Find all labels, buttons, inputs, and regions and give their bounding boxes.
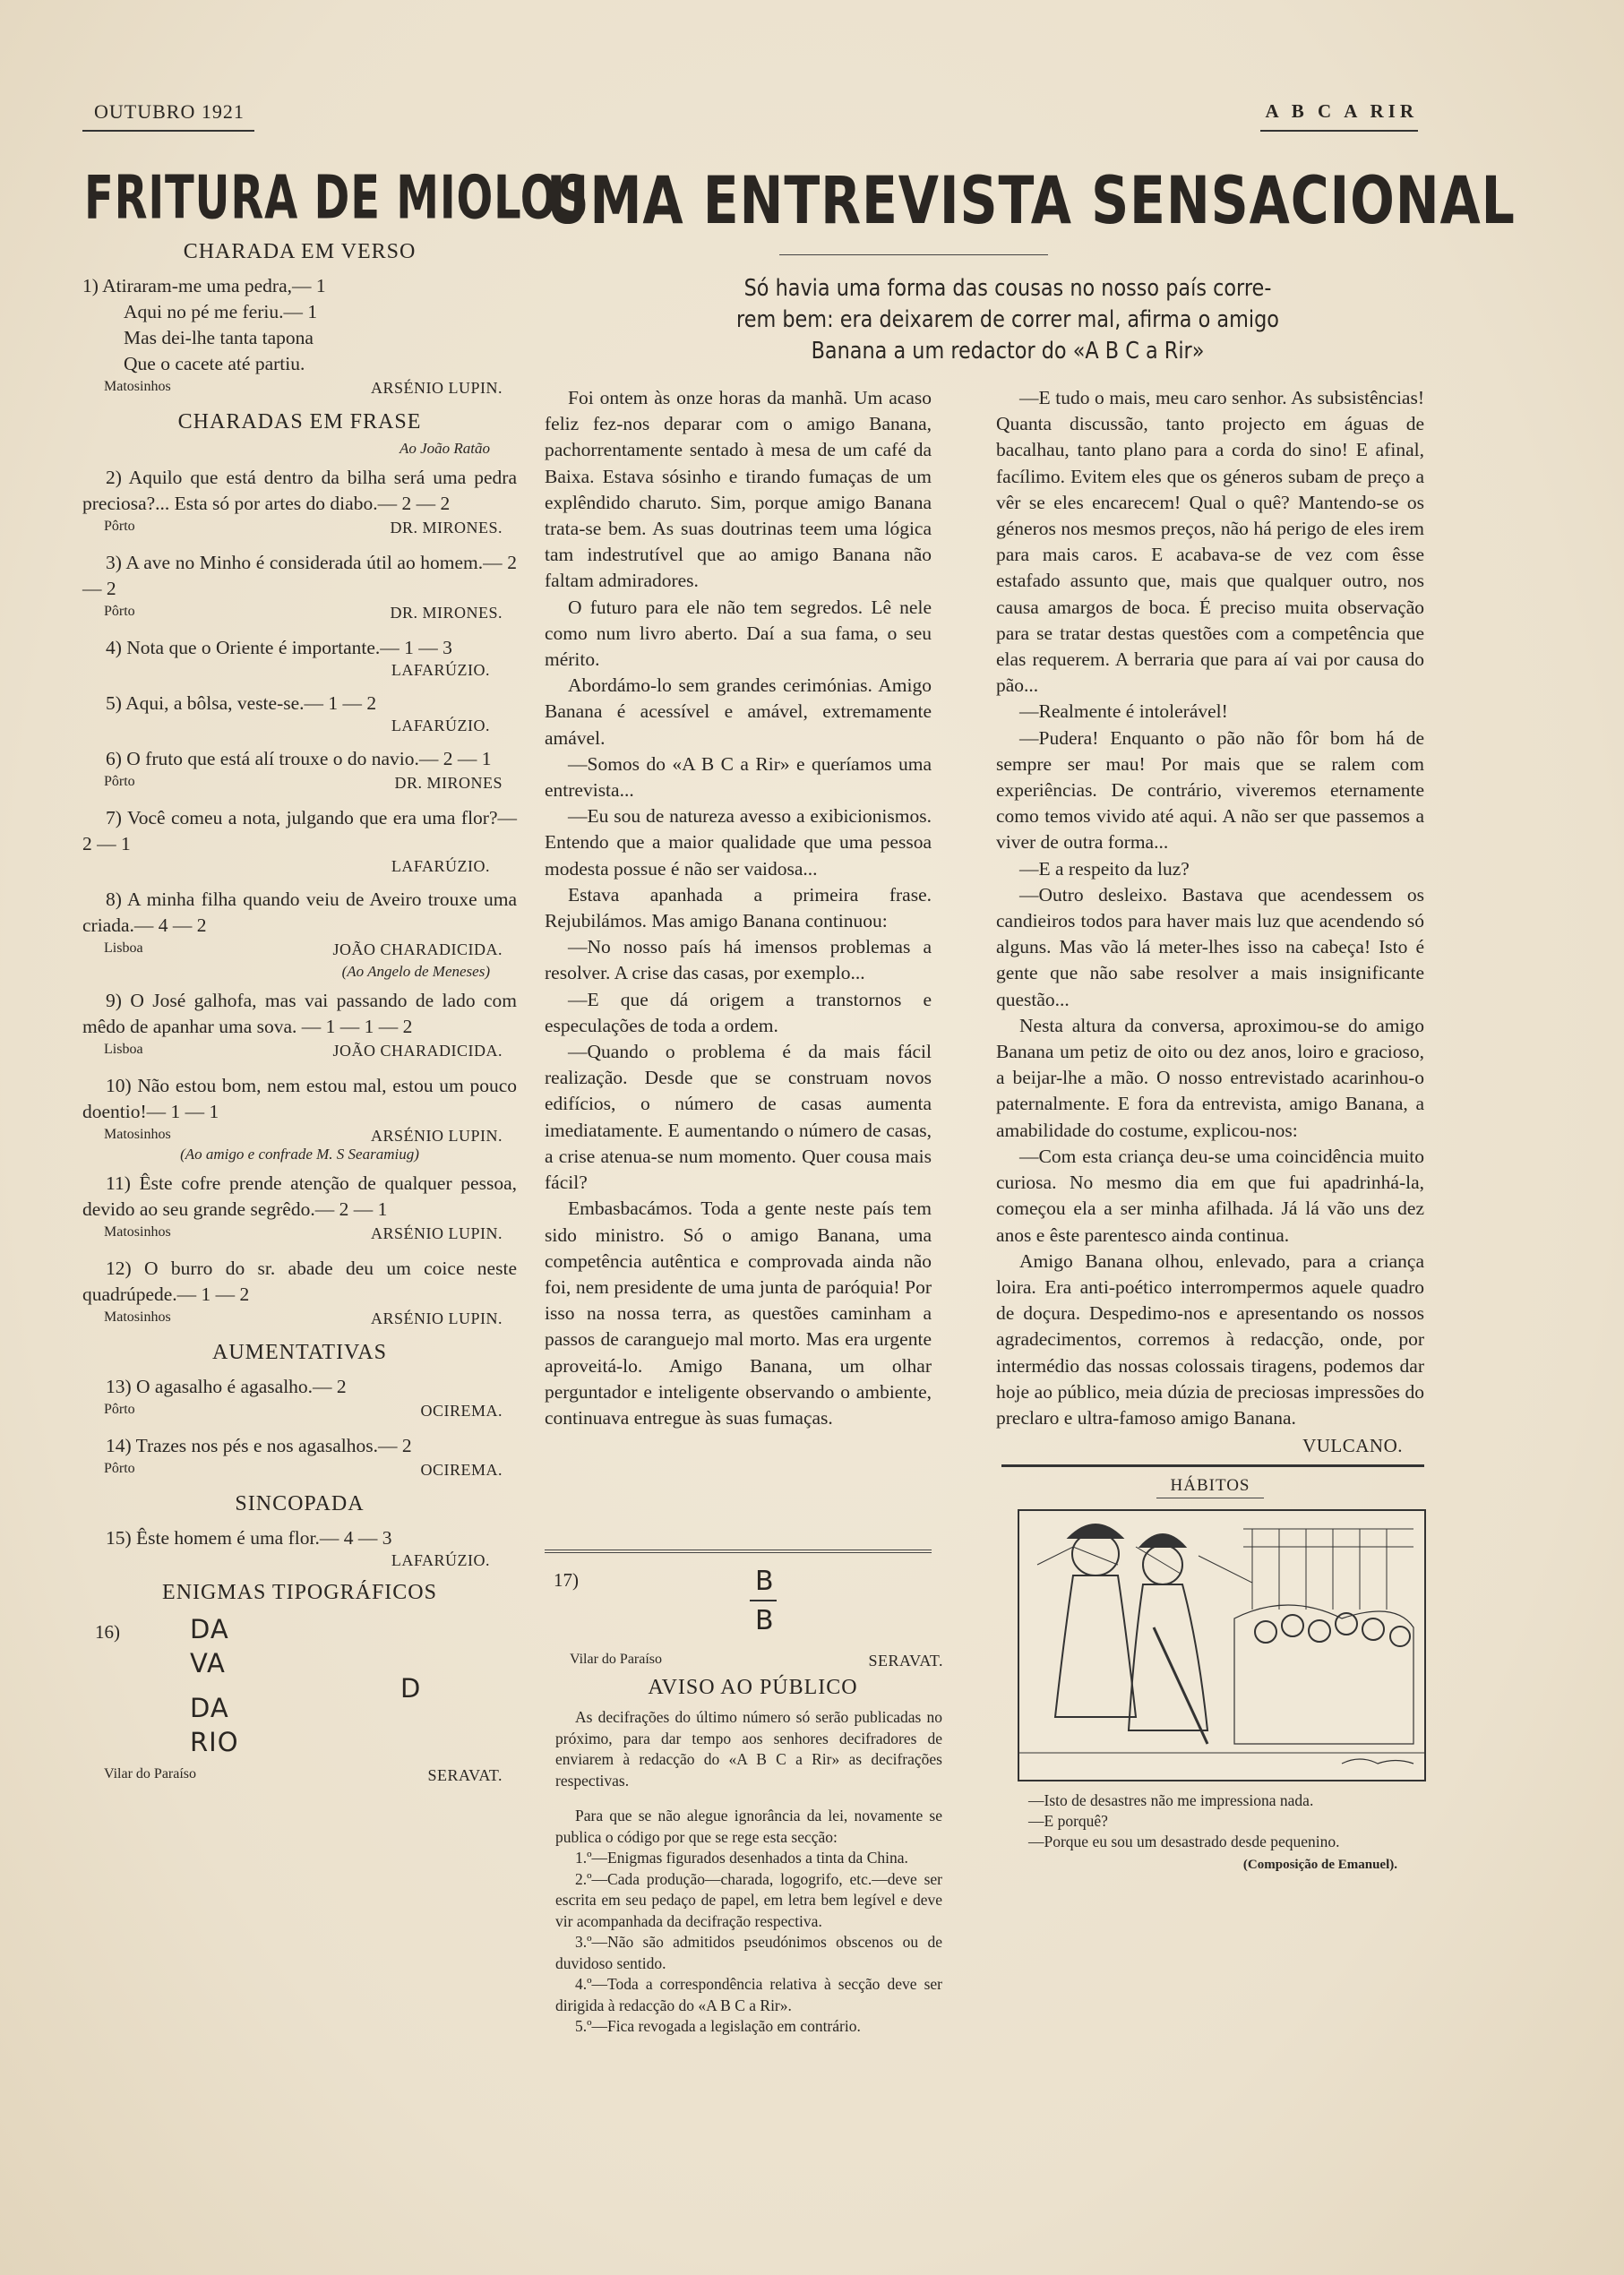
author-name: JOÃO CHARADICIDA. — [332, 1042, 503, 1060]
puzzle-item: 8) A minha filha quando veiu de Aveiro trouxe uma criada.— 4 — 2 — [82, 889, 517, 936]
subtitle-line: Banana a um redactor do «A B C a Rir» — [811, 338, 1205, 365]
cartoon-title: HÁBITOS — [1170, 1476, 1250, 1496]
section-rule — [1001, 1464, 1424, 1467]
caption-line: —Porque eu sou um desastrado desde pequenino. — [1028, 1833, 1340, 1851]
puzzle-signature — [104, 774, 511, 793]
author-name: DR. MIRONES. — [390, 604, 503, 622]
article-paragraph: Abordámo-lo sem grandes cerimónias. Amigo Banana é acessível e amável, extremamente amável. — [545, 674, 932, 749]
puzzle-item: 6) O fruto que está alí trouxe o do navio.— 2 — 1 — [106, 748, 492, 769]
author-city: Matosinhos — [104, 1127, 171, 1142]
article-column-1 — [545, 385, 932, 1431]
article-paragraph: —Com esta criança deu-se uma coincidência muito curiosa. No mesmo dia em que fui apadrinhá-la, começou ela a ser minha afilhada. Já lá vão uns dez anos e êste parentesco ainda continua. — [996, 1145, 1424, 1246]
article-paragraph: —E que dá origem a transtornos e especulações de toda a ordem. — [545, 988, 932, 1036]
header-rule-left — [82, 130, 254, 132]
cartoon-credit: (Composição de Emanuel). — [1242, 1858, 1397, 1873]
puzzle-signature — [104, 1766, 511, 1785]
author-city: Pôrto — [104, 1402, 135, 1417]
article-paragraph: Embasbacámos. Toda a gente neste país tem sido ministro. Só o amigo Banana, uma competência autêntica e comprovada ainda não foi, nem presidente de uma junta de paróquia! Por isso na nossa terra, as questões caminham a passos de caranguejo mal morto. Mas era urgente aproveitá-lo. Amigo Banana, um olhar perguntador e inteligente observando o ambiente, continuava entregue às suas fumaças. — [545, 1198, 932, 1429]
article-title: UMA ENTREVISTA SENSACIONAL — [546, 163, 1516, 240]
author-name: ARSÉNIO LUPIN. — [370, 1224, 503, 1242]
author-city: Lisboa — [104, 1042, 143, 1057]
author-city: Matosinhos — [104, 1224, 171, 1240]
notice-paragraph: 1.º—Enigmas figurados desenhados a tinta da China. — [575, 1849, 908, 1867]
author-name: DR. MIRONES — [394, 774, 503, 792]
enigma-number: 16) — [95, 1621, 120, 1643]
publication-name: A B C A RIR — [1265, 100, 1418, 122]
author-name: LAFARÚZIO. — [391, 1551, 490, 1569]
puzzle-item — [82, 273, 517, 377]
article-paragraph: —Eu sou de natureza avesso a exibicionismos. Entendo que a maior qualidade que uma pessoa modesta possue é não ser vaidosa... — [545, 805, 932, 880]
puzzle-item: 9) O José galhofa, mas vai passando de lado com mêdo de apanhar uma sova. — 1 — 1 — 2 — [82, 990, 517, 1037]
section-heading: CHARADAS EM FRASE — [177, 410, 422, 434]
puzzle-signature — [104, 519, 511, 537]
caption-line: —Isto de desastres não me impressiona nada. — [1028, 1791, 1314, 1810]
section-heading: CHARADA EM VERSO — [183, 240, 417, 263]
author-city: Matosinhos — [104, 379, 171, 394]
puzzles-column — [82, 163, 517, 1798]
notice-paragraph: Para que se não alegue ignorância da lei, novamente se publica o código por que se rege esta secção: — [555, 1807, 942, 1846]
fraction-line — [750, 1600, 777, 1601]
author-name: DR. MIRONES. — [390, 519, 503, 537]
author-name: LAFARÚZIO. — [391, 857, 490, 875]
article-paragraph: —No nosso país há imensos problemas a resolver. A crise das casas, por exemplo... — [545, 936, 932, 984]
title-rule — [779, 254, 1048, 255]
issue-date: OUTUBRO 1921 — [94, 100, 245, 123]
puzzle-signature — [104, 379, 511, 398]
dedication: (Ao Angelo de Meneses) — [341, 963, 490, 980]
puzzle-signature — [104, 940, 511, 959]
author-name: OCIREMA. — [420, 1461, 503, 1479]
puzzle-signature — [104, 1224, 511, 1243]
enigma-number: 17) — [554, 1569, 579, 1591]
author-city: Pôrto — [104, 1461, 135, 1476]
puzzle-item: 11) Êste cofre prende atenção de qualquer pessoa, devido ao seu grande segrêdo.— 2 — 1 — [82, 1172, 517, 1220]
enigma-letter: B — [755, 1566, 774, 1597]
puzzle-signature — [104, 1461, 511, 1480]
enigma-word: RIO — [190, 1727, 239, 1757]
notice-title: AVISO AO PÚBLICO — [648, 1676, 858, 1699]
double-rule — [545, 1550, 932, 1553]
puzzle-item: 10) Não estou bom, nem estou mal, estou um pouco doentio!— 1 — 1 — [82, 1075, 517, 1122]
puzzle-item: 5) Aqui, a bôlsa, veste-se.— 1 — 2 — [106, 692, 377, 714]
section-heading: AUMENTATIVAS — [212, 1341, 387, 1364]
notice-section — [545, 1541, 961, 2038]
puzzle-item: 7) Você comeu a nota, julgando que era uma flor?— 2 — 1 — [82, 807, 517, 854]
article-paragraph: —Quando o problema é da mais fácil realização. Desde que se construam novos edifícios, o número de casas aumenta imediatamente. E aumentando o número de casas, a crise atenua-se num momento. Quer cousa mais fácil? — [545, 1041, 932, 1194]
author-name: ARSÉNIO LUPIN. — [370, 1309, 503, 1327]
article-paragraph: —Somos do «A B C a Rir» e queríamos uma entrevista... — [545, 752, 932, 802]
article-column-2 — [996, 385, 1424, 1873]
verse-line: Que o cacete até partiu. — [124, 353, 305, 374]
dedication: (Ao amigo e confrade M. S Searamiug) — [180, 1146, 419, 1163]
notice-paragraph: 5.º—Fica revogada a legislação em contrário. — [575, 2017, 861, 2035]
article-paragraph: Amigo Banana olhou, enlevado, para a criança loira. Era anti-poético interrompermos aquele quadro de doçura. Despedimo-nos e apresentando os nossos agradecimentos, corremos à redacção, onde, por intermédio das nossas colossais tiragens, podemos dar hoje ao público, meia dúzia de preciosas impressões do preclaro e ultra-famoso amigo Banana. — [996, 1249, 1424, 1429]
typographic-enigma — [545, 1566, 961, 1652]
puzzle-item: 15) Êste homem é uma flor.— 4 — 3 — [106, 1527, 392, 1549]
article-paragraph: —E tudo o mais, meu caro senhor. As subsistências! Quanta discussão, tanto projecto em águas de bacalhau, tanto plano para a corda do sino! E afinal, facílimo. Evitem eles que os géneros subam de preço a vêr se eles encarecem! Qual o quê? Mantendo-se os géneros nos mesmos preços, não há perigo de eles irem para mais caros. E acabava-se de vez com êsse estafado assunto que, mais que qualquer outro, nos causa amargos de boca. É preciso muita observação para se tratar destas questões com a competência que elas requerem. A berraria que para aí vai por causa do pão... — [996, 387, 1424, 697]
notice-paragraph: 3.º—Não são admitidos pseudónimos obscenos ou de duvidoso sentido. — [555, 1933, 942, 1972]
article-signature: VULCANO. — [1302, 1435, 1403, 1457]
puzzle-item: 13) O agasalho é agasalho.— 2 — [106, 1376, 347, 1397]
puzzle-item: 3) A ave no Minho é considerada útil ao homem.— 2 — 2 — [82, 552, 517, 599]
author-name: JOÃO CHARADICIDA. — [332, 940, 503, 958]
caption-line: —E porquê? — [1028, 1812, 1108, 1831]
section-heading: SINCOPADA — [235, 1492, 365, 1515]
article-paragraph: Foi ontem às onze horas da manhã. Um acaso feliz fez-nos deparar com o amigo Banana, pachorrentamente sentado à mesa de um café da Baixa. Estava sósinho e tirando fumaças de um explêndido charuto. Sim, porque amigo Banana trata-se bem. As suas doutrinas teem uma lógica tam indestrutível que ao amigo Banana não faltam admiradores. — [545, 387, 932, 592]
puzzle-section-title: FRITURA DE MIOLOS — [84, 163, 589, 234]
article-paragraph: —Realmente é intolerável! — [1019, 700, 1228, 723]
enigma-letter: B — [755, 1605, 774, 1636]
enigma-letter: D — [400, 1673, 421, 1704]
section-heading: ENIGMAS TIPOGRÁFICOS — [162, 1581, 437, 1604]
article-subtitle — [681, 273, 1336, 367]
header-rule-right — [1260, 130, 1418, 132]
author-name: SERAVAT. — [868, 1652, 943, 1670]
article-paragraph: —E a respeito da luz? — [1019, 857, 1190, 880]
puzzle-item: 2) Aquilo que está dentro da bilha será uma pedra preciosa?... Esta só por artes do diabo.— 2 — 2 — [82, 467, 517, 514]
puzzle-signature — [104, 604, 511, 622]
article-paragraph: Estava apanhada a primeira frase. Rejubilámos. Mas amigo Banana continuou: — [545, 883, 932, 932]
puzzle-item: 12) O burro do sr. abade deu um coice neste quadrúpede.— 1 — 2 — [82, 1258, 517, 1305]
notice-paragraph: 2.º—Cada produção—charada, logogrifo, etc.—deve ser escrita em seu pedaço de papel, em letra bem legível e deve vir acompanhada da decifração respectiva. — [555, 1869, 942, 1930]
cartoon-illustration — [1018, 1509, 1426, 1781]
puzzle-item: 4) Nota que o Oriente é importante.— 1 — 3 — [106, 637, 452, 658]
cartoon-caption — [1028, 1790, 1424, 1852]
enigma-word: VA — [190, 1648, 226, 1678]
author-city: Matosinhos — [104, 1309, 171, 1325]
subtitle-line: Só havia uma forma das cousas no nosso país corre- — [743, 275, 1272, 302]
enigma-word: DA — [190, 1614, 229, 1644]
verse-line: 1) Atiraram-me uma pedra,— 1 — [82, 275, 326, 296]
author-name: ARSÉNIO LUPIN. — [370, 379, 503, 397]
author-name: SERAVAT. — [427, 1766, 503, 1784]
author-city: Vilar do Paraíso — [104, 1766, 197, 1781]
verse-line: Mas dei-lhe tanta tapona — [124, 327, 314, 348]
article-paragraph: —Outro desleixo. Bastava que acendessem os candieiros todos para haver mais luz que acendendo só alguns. Mas vão lá meter-lhes isso na cabeça! Isto é gente que não sabe resolver a mais insignificante questão... — [996, 883, 1424, 1010]
typographic-enigma — [82, 1614, 517, 1766]
verse-line: Aqui no pé me feriu.— 1 — [124, 301, 318, 322]
dedication: Ao João Ratão — [399, 440, 490, 457]
puzzle-signature — [104, 1127, 511, 1146]
author-name: LAFARÚZIO. — [391, 661, 490, 679]
puzzle-signature — [104, 1402, 511, 1421]
article-paragraph: Nesta altura da conversa, aproximou-se do amigo Banana um petiz de oito ou dez anos, loiro e gracioso, a beijar-lhe a mão. O nosso entrevistado acarinhou-o paternalmente. E fora da entrevista, amigo Banana, a amabilidade do costume, explicou-nos: — [996, 1014, 1424, 1141]
article-paragraph: O futuro para ele não tem segredos. Lê nele como num livro aberto. Daí a sua fama, o seu mérito. — [545, 596, 932, 671]
puzzle-signature — [104, 1042, 511, 1060]
puzzle-signature — [104, 1309, 511, 1328]
notice-body — [555, 1707, 942, 2038]
cartoon-drawing — [1019, 1511, 1424, 1780]
article-paragraph: —Pudera! Enquanto o pão não fôr bom há de sempre ser mau! Por mais que se ralem com experiências. De contrário, viveremos eternamente como temos vivido até aqui. A não ser que passemos a viver de outra forma... — [996, 726, 1424, 854]
puzzle-signature — [570, 1652, 952, 1670]
author-city: Pôrto — [104, 774, 135, 789]
notice-paragraph: 4.º—Toda a correspondência relativa à secção deve ser dirigida à redacção do «A B C a Rir». — [555, 1975, 942, 2014]
author-city: Pôrto — [104, 519, 135, 534]
subtitle-line: rem bem: era deixarem de correr mal, afirma o amigo — [736, 306, 1279, 333]
notice-paragraph: As decifrações do último número só serão publicadas no próximo, para dar tempo aos senhores decifradores de enviarem à redacção do «A B C a Rir» as decifrações respectivas. — [555, 1708, 942, 1790]
author-city: Pôrto — [104, 604, 135, 619]
author-city: Vilar do Paraíso — [570, 1652, 663, 1667]
enigma-word: DA — [190, 1693, 229, 1723]
puzzle-item: 14) Trazes nos pés e nos agasalhos.— 2 — [106, 1435, 412, 1456]
author-name: LAFARÚZIO. — [391, 717, 490, 734]
author-name: OCIREMA. — [420, 1402, 503, 1420]
author-name: ARSÉNIO LUPIN. — [370, 1127, 503, 1145]
author-city: Lisboa — [104, 940, 143, 956]
